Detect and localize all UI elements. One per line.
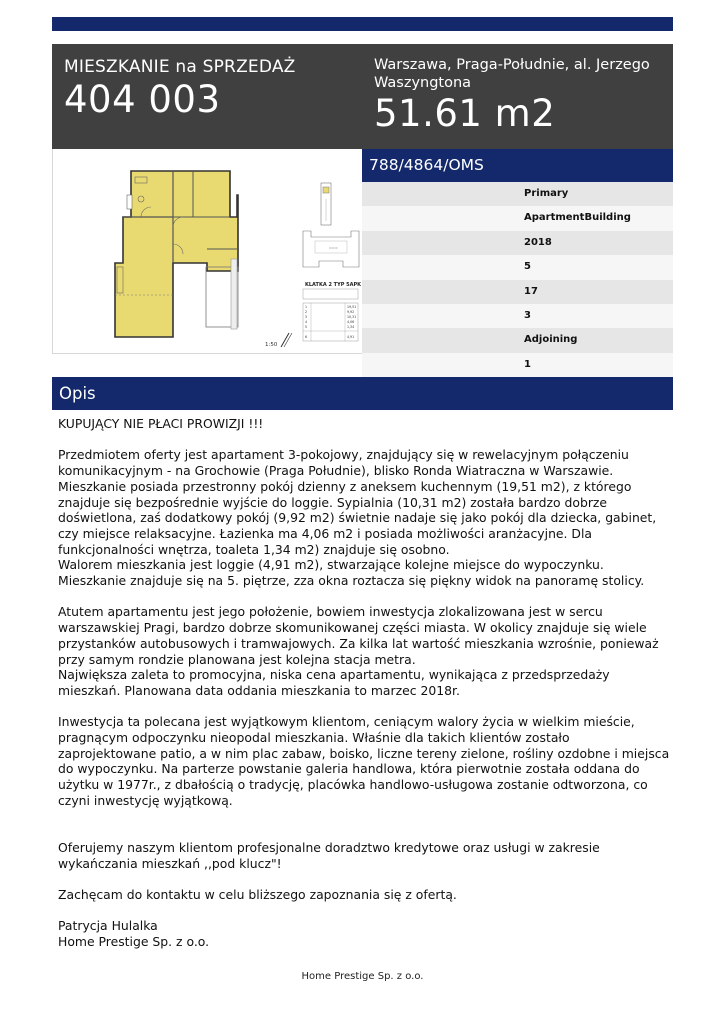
floor-plan-image xyxy=(52,149,362,354)
page-footer: Home Prestige Sp. z o.o. xyxy=(301,971,424,982)
detail-rooms: 3 xyxy=(362,304,673,328)
building-key-plan xyxy=(303,183,359,267)
detail-bathrooms: 1 xyxy=(362,353,673,377)
scale-marker xyxy=(265,333,292,348)
listing-address: Warszawa, Praga-Południe, al. Jerzego Waszyngtona xyxy=(374,57,650,91)
svg-text:1: 1 xyxy=(305,305,308,309)
listing-details-table xyxy=(362,182,673,377)
listing-price: 404 003 xyxy=(64,78,221,121)
apartment-outline xyxy=(115,171,238,337)
svg-text:6: 6 xyxy=(305,335,308,339)
room-table-rows xyxy=(305,305,356,339)
svg-text:9,92: 9,92 xyxy=(347,310,355,314)
svg-text:1:50: 1:50 xyxy=(265,342,278,348)
listing-header xyxy=(52,44,673,149)
floor-plan-drawing xyxy=(53,149,363,354)
listing-area: 51.61 m2 xyxy=(374,92,556,135)
svg-text:4: 4 xyxy=(305,320,308,324)
desc-paragraph: Inwestycja ta polecana jest wyjątkowym klientom, ceniącym walory życia w wielkim mieście, pragnącym odpoczynku nieopodal mieszkania. Właśnie dla takich klientów zostało zaprojektowane patio, a w nim plac zabaw, boisko, liczne tereny zielone, rośliny ozdobne i miejsca do wypoczynku. Na parterze powstanie galeria handlowa, która pierwotnie została oddana do użytku w 1977r., z dbałością o tradycję, placówka handlowo-usługowa zostanie odtworzona, co czyni inwestycję wyjątkową. xyxy=(58,714,670,808)
desc-paragraph: Mieszkanie znajduje się na 5. piętrze, zza okna roztacza się piękny widok na panoramę stolicy. xyxy=(58,573,645,589)
detail-kitchen-type: Adjoining xyxy=(362,328,673,352)
svg-text:4,06: 4,06 xyxy=(347,320,355,324)
detail-floor: 5 xyxy=(362,255,673,279)
header-left xyxy=(64,56,296,120)
top-accent-bar xyxy=(52,17,673,31)
svg-text:10,31: 10,31 xyxy=(347,315,357,319)
desc-paragraph: Mieszkanie posiada przestronny pokój dzienny z aneksem kuchennym (19,51 m2), z którego znajduje się bezpośrednie wyjście do loggie. Sypialnia (10,31 m2) została bardzo dobrze doświetlona, zaś dodatkowy pokój (9,92 m2) świetnie nadaje się jako pokój dla dziecka, gabinet, czy miejsce relaksacyjne. Łazienka ma 4,06 m2 i posiada możliwości aranżacyjne. Dla funkcjonalności wnętrza, toaleta 1,34 m2) znajduje się osobno. xyxy=(58,478,657,557)
desc-paragraph: Oferujemy naszym klientom profesjonalne doradztwo kredytowe oraz usługi w zakresie wykańczania mieszkań ,,pod klucz"! xyxy=(58,839,600,871)
description-heading: Opis xyxy=(52,377,673,410)
desc-paragraph: Zachęcam do kontaktu w celu bliższego zapoznania się z ofertą. xyxy=(58,887,457,903)
description-body xyxy=(58,416,670,950)
svg-text:1,34: 1,34 xyxy=(347,325,355,329)
room-area-table xyxy=(303,282,362,341)
desc-paragraph: KUPUJĄCY NIE PŁACI PROWIZJI !!! xyxy=(58,416,264,431)
agent-name: Patrycja Hulalka xyxy=(58,918,158,934)
listing-ref-number: 788/4864/OMS xyxy=(362,149,673,182)
desc-paragraph: Atutem apartamentu jest jego położenie, bowiem inwestycja zlokalizowana jest w sercu warszawskiej Pragi, bardzo dobrze skomunikowanej części miasta. W okolicy znajduje się wiele przystanków autobusowych i tramwajowych. Za kilka lat wartość mieszkania wzrośnie, ponieważ przy samym rondzie planowana jest kolejna stacja metra. xyxy=(58,604,659,667)
detail-market-type: Primary xyxy=(362,182,673,206)
svg-text:KLATKA 2 TYP 5APK: KLATKA 2 TYP 5APK xyxy=(305,282,361,288)
svg-text:===: === xyxy=(329,246,338,250)
detail-build-year: 2018 xyxy=(362,231,673,255)
detail-building-type: ApartmentBuilding xyxy=(362,206,673,230)
listing-type: MIESZKANIE na SPRZEDAŻ xyxy=(64,57,296,77)
desc-paragraph: Przedmiotem oferty jest apartament 3-pokojowy, znajdujący się w rewelacyjnym połączeniu komunikacyjnym - na Grochowie (Praga Południe), blisko Ronda Wiatraczna w Warszawie. xyxy=(58,447,629,479)
header-right xyxy=(374,56,664,134)
desc-paragraph: Największa zaleta to promocyjna, niska cena apartamentu, wynikająca z przedsprzedaży mieszkań. Planowana data oddania mieszkania to marzec 2018r. xyxy=(58,667,610,698)
agency-name: Home Prestige Sp. z o.o. xyxy=(58,934,210,950)
svg-text:5: 5 xyxy=(305,325,308,329)
svg-text:19,51: 19,51 xyxy=(347,305,357,309)
svg-text:2: 2 xyxy=(305,310,308,314)
desc-paragraph: Walorem mieszkania jest loggie (4,91 m2), stwarzające kolejne miejsce do wypoczynku. xyxy=(58,557,604,573)
svg-text:4,91: 4,91 xyxy=(347,335,355,339)
svg-text:3: 3 xyxy=(305,315,308,319)
detail-floors-total: 17 xyxy=(362,280,673,304)
